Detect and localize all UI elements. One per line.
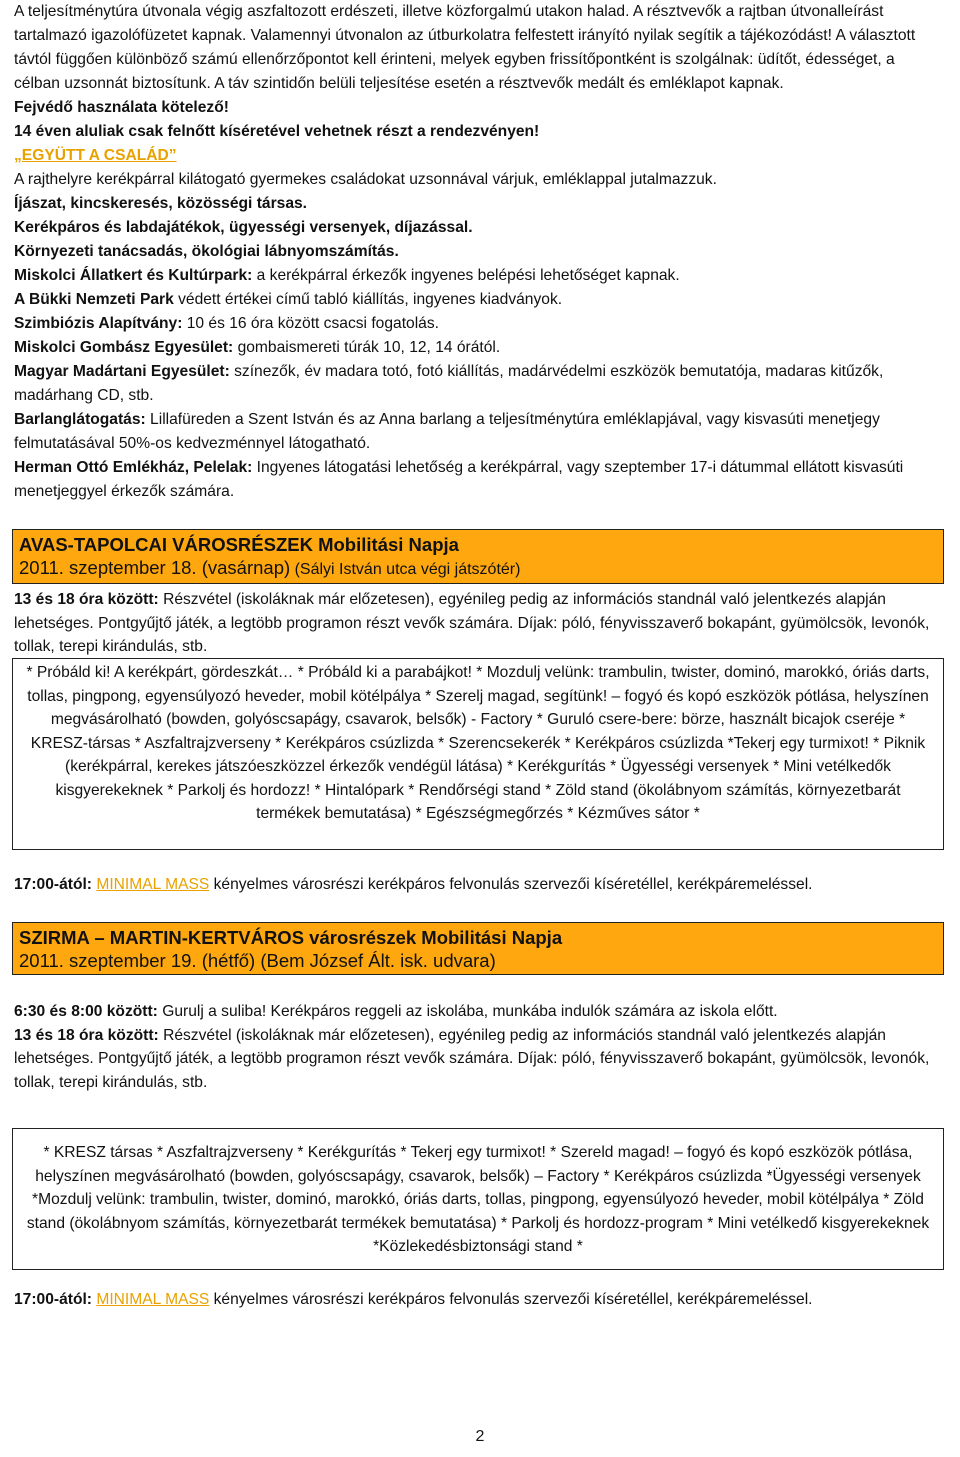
egyutt-bold-3: Környezeti tanácsadás, ökológiai lábnyomszámítás. [14,243,399,260]
avas-place: (Sályi István utca végi játszótér) [290,561,521,578]
partner-item: Miskolci Állatkert és Kultúrpark: a kerékpárral érkezők ingyenes belépési lehetőséget kapnak. [14,267,680,284]
szirma-morning-label: 6:30 és 8:00 között: [14,1003,158,1020]
egyutt-bold-2: Kerékpáros és labdajátékok, ügyességi versenyek, díjazással. [14,219,473,236]
szirma-title: SZIRMA – MARTIN-KERTVÁROS városrészek Mobilitási Napja [19,927,563,948]
egyutt-text: A rajthelyre kerékpárral kilátogató gyermekes családokat uzsonnával várjuk, emléklappal jutalmazzuk. [14,171,717,188]
avas-schedule [14,588,944,659]
avas-programs-box [12,658,944,850]
helmet-notice: Fejvédő használata kötelező! [14,99,229,116]
avas-banner [12,529,944,584]
minimal-mass-link[interactable]: MINIMAL MASS [96,876,210,893]
szirma-mm-text: kényelmes városrészi kerékpáros felvonulás szervezői kíséretéllel, kerékpáremeléssel. [209,1291,813,1308]
age-notice: 14 éven aluliak csak felnőtt kíséretével vehetnek részt a rendezvényen! [14,123,540,140]
avas-time-text: Részvétel (iskoláknak már előzetesen), egyénileg pedig az információs standnál való jelentkezés alapján lehetséges. Pontgyűjtő játék, a legtöbb programon részt vevők számára. Díjak: póló, fényvisszaverő bokapánt, gyümölcsök, levonók, tollak, terepi kirándulás, stb. [14,591,930,655]
egyutt-a-csalad-link[interactable]: „EGYÜTT A CSALÁD” [14,147,177,164]
avas-mm-text: kényelmes városrészi kerékpáros felvonulás szervezői kíséretéllel, kerékpáremeléssel. [209,876,813,893]
partner-item: A Bükki Nemzeti Park védett értékei című tabló kiállítás, ingyenes kiadványok. [14,291,563,308]
szirma-date: 2011. szeptember 19. (hétfő) (Bem József Ált. isk. udvara) [19,950,496,971]
partner-item: Miskolci Gombász Egyesület: gombaismereti túrák 10, 12, 14 órától. [14,339,501,356]
szirma-banner [12,922,944,975]
szirma-mm-time: 17:00-ától: [14,1291,92,1308]
partner-item: Herman Ottó Emlékház, Pelelak: Ingyenes látogatási lehetőség a kerékpárral, vagy szeptember 17-i dátummal ellátott kisvasúti menetjeggyel érkezők számára. [14,459,904,500]
szirma-time-label: 13 és 18 óra között: [14,1026,159,1044]
intro-paragraph: A teljesítménytúra útvonala végig aszfaltozott erdészeti, illetve közforgalmú utakon halad. A résztvevők a rajtban útvonalleírást tartalmazó igazolófüzetet kapnak. Valamennyi útvonalon az útburkolatra felfestett irányító nyilak segítik a tájékozódást! A választott távtól függően különböző számú ellenőrzőpontot kell érinteni, melyek egyben frissítőpontként is szolgálnak: üdítőt, édességet, a célban uzsonnát biztosítunk. A táv szintidőn belüli teljesítése esetén a résztvevők medált és emléklapot kapnak. [14,3,916,92]
szirma-schedule [14,1000,944,1094]
egyutt-bold-1: Íjászat, kincskeresés, közösségi társas. [14,195,307,212]
avas-title: AVAS-TAPOLCAI VÁROSRÉSZEK Mobilitási Napja [19,534,459,555]
szirma-morning-text: Gurulj a suliba! Kerékpáros reggeli az iskolába, munkába indulók számára az iskola előtt. [157,1003,778,1020]
avas-minimal-mass [14,873,944,897]
avas-mm-time: 17:00-ától: [14,876,92,893]
szirma-programs-text: * KRESZ társas * Aszfaltrajzverseny * Kerékgurítás * Tekerj egy turmixot! * Szereld magad! – fogyó és kopó eszközök pótlása, helyszínen megvásárolható (bowden, golyóscsapágy, csavarok, belsők) – Factory * Kerékpáros csúzlizda *Ügyességi versenyek *Mozdulj velünk: trambulin, twister, dominó, marokkó, óriás darts, tollas, pingpong, egyensúlyozó heveder, mobil kötélpálya * Zöld stand (ökolábnyom számítás, környezetbarát termékek bemutatása) * Parkolj és hordozz-program * Mini vetélkedő kisgyerekeknek *Közlekedésbiztonsági stand * [26,1144,930,1255]
szirma-programs-box [12,1128,944,1270]
partner-item: Magyar Madártani Egyesület: színezők, év madara totó, fotó kiállítás, madárvédelmi eszközök bemutatója, madaras kitűzők, madárhang CD, stb. [14,363,884,404]
szirma-time-text: Részvétel (iskoláknak már előzetesen), egyénileg pedig az információs standnál való jelentkezés alapján lehetséges. Pontgyűjtő játék, a legtöbb programon részt vevők számára. Díjak: póló, fényvisszaverő bokapánt, gyümölcsök, levonók, tollak, terepi kirándulás, stb. [14,1026,930,1091]
partner-item: Szimbiózis Alapítvány: 10 és 16 óra között csacsi fogatolás. [14,315,439,332]
minimal-mass-link[interactable]: MINIMAL MASS [96,1291,210,1308]
intro-section [14,0,944,504]
page-number: 2 [475,1428,485,1445]
szirma-minimal-mass [14,1288,944,1312]
avas-date: 2011. szeptember 18. (vasárnap) [19,557,291,578]
avas-time-label: 13 és 18 óra között: [14,591,159,608]
partner-item: Barlanglátogatás: Lillafüreden a Szent István és az Anna barlang a teljesítménytúra emléklapjával, vagy kisvasúti menetjegy felmutatásával 50%-os kedvezménnyel látogatható. [14,411,880,452]
avas-programs-text: * Próbáld ki! A kerékpárt, gördeszkát… * Próbáld ki a parabájkot! * Mozdulj velünk: trambulin, twister, dominó, marokkó, óriás darts, tollas, pingpong, egyensúlyozó heveder, mobil kötélpálya * Szerelj magad, segítünk! – fogyó és kopó eszközök pótlása, helyszínen megvásárolható (bowden, golyóscsapágy, csavarok, belsők) - Factory * Guruló csere-bere: börze, használt bicajok cseréje * KRESZ-társas * Aszfaltrajzverseny * Kerékpáros csúzlizda * Szerencsekerék * Kerékpáros csúzlizda *Tekerj egy turmixot! * Piknik (kerékpárral, kerekes játszóeszközzel érkezők vendégül látása) * Kerékgurítás * Ügyességi versenyek * Mini vetélkedők kisgyerekeknek * Parkolj és hordozz! * Hintalópark * Rendőrségi stand * Zöld stand (ökolábnyom számítás, környezetbarát termékek bemutatása) * Egészségmegőrzés * Kézműves sátor * [26,664,930,822]
